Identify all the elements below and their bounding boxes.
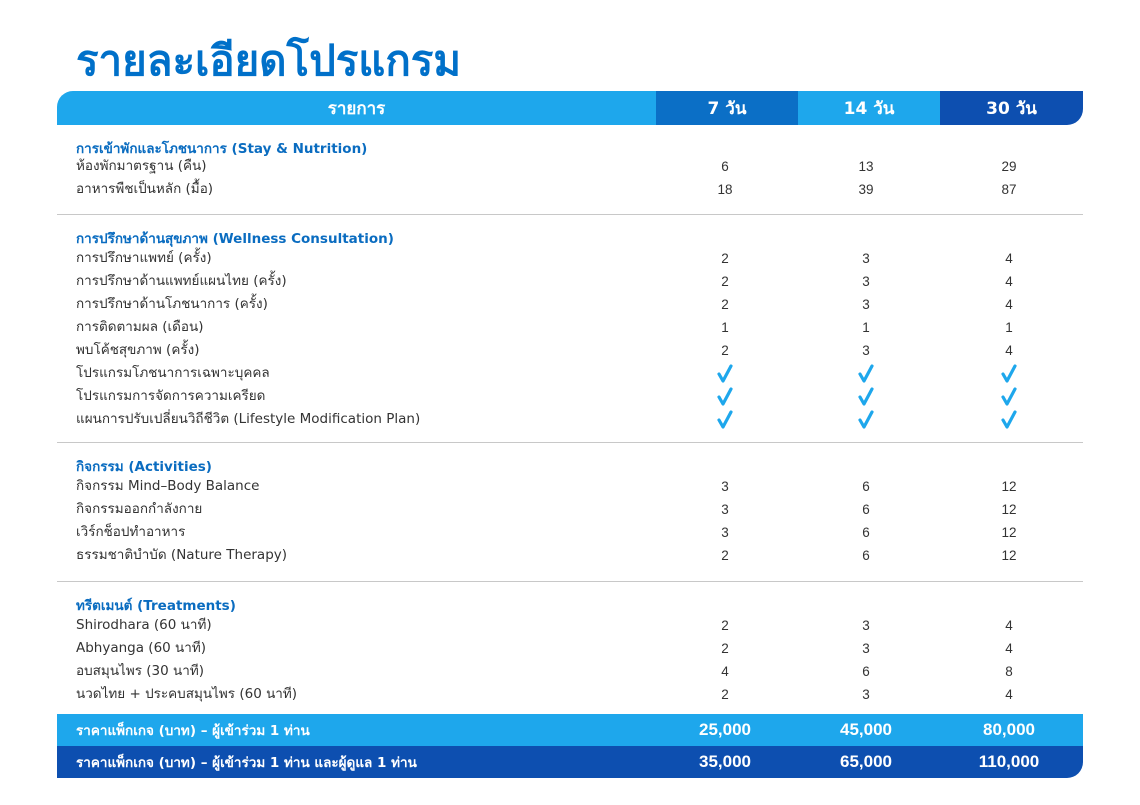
value-7-days: 3 [721,502,729,517]
value-30-days: 1 [1005,320,1013,335]
value-7-days: 2 [721,297,729,312]
table-row [57,316,1083,339]
section-title: การปรึกษาด้านสุขภาพ (Wellness Consultation) [76,231,394,247]
value-30-days: 12 [1001,479,1017,494]
table-row [57,293,1083,316]
check-icon [836,385,896,408]
section-activities [57,443,1083,582]
value-30-days: 87 [1001,182,1017,197]
value-14-days: 6 [862,664,870,679]
row-label: อบสมุนไพร (30 นาที) [76,663,204,679]
table-row [57,637,1083,660]
value-14-days: 3 [862,618,870,633]
table-row [57,475,1083,498]
header-item-label: รายการ [57,91,656,125]
check-icon [979,385,1039,408]
price-label: ราคาแพ็กเกจ (บาท) – ผู้เข้าร่วม 1 ท่าน [76,723,310,739]
row-label: กิจกรรม Mind–Body Balance [76,478,260,494]
section-title: การเข้าพักและโภชนาการ (Stay & Nutrition) [76,141,368,157]
value-7-days: 2 [721,274,729,289]
header-14-days: 14 วัน [798,91,940,125]
table-row [57,614,1083,637]
price-7-days: 25,000 [699,720,751,739]
value-30-days: 29 [1001,159,1017,174]
value-7-days: 2 [721,251,729,266]
price-7-days: 35,000 [699,752,751,771]
row-label: แผนการปรับเปลี่ยนวิถีชีวิต (Lifestyle Modification Plan) [76,411,421,427]
row-label: กิจกรรมออกกำลังกาย [76,501,203,517]
table-row [57,498,1083,521]
row-label: เวิร์กช็อปทำอาหาร [76,524,186,540]
check-icon [695,362,755,385]
value-30-days: 4 [1005,274,1013,289]
value-14-days: 6 [862,548,870,563]
table-row [57,544,1083,567]
price-30-days: 80,000 [983,720,1035,739]
price-30-days: 110,000 [978,752,1040,771]
value-30-days: 12 [1001,502,1017,517]
value-30-days: 4 [1005,641,1013,656]
section-wellness-consultation [57,215,1083,443]
value-14-days: 3 [862,641,870,656]
value-14-days: 6 [862,525,870,540]
value-14-days: 3 [862,274,870,289]
value-30-days: 8 [1005,664,1013,679]
value-30-days: 4 [1005,297,1013,312]
table-row [57,270,1083,293]
row-label: นวดไทย + ประคบสมุนไพร (60 นาที) [76,686,298,702]
check-icon [836,362,896,385]
table-row [57,247,1083,270]
row-label: โปรแกรมโภชนาการเฉพาะบุคคล [76,365,270,381]
table-row [57,408,1083,431]
table-row [57,683,1083,706]
value-7-days: 2 [721,343,729,358]
table-row [57,178,1083,201]
row-label: พบโค้ชสุขภาพ (ครั้ง) [76,342,200,358]
value-14-days: 3 [862,297,870,312]
value-14-days: 6 [862,479,870,494]
value-14-days: 3 [862,687,870,702]
value-14-days: 6 [862,502,870,517]
value-7-days: 2 [721,548,729,563]
table-header [57,91,1083,125]
value-7-days: 4 [721,664,729,679]
value-7-days: 2 [721,641,729,656]
value-14-days: 3 [862,343,870,358]
page-title: รายละเอียดโปรแกรม [76,36,462,85]
value-14-days: 13 [858,159,874,174]
check-icon [979,408,1039,431]
row-label: การติดตามผล (เดือน) [76,319,204,335]
value-7-days: 6 [721,159,729,174]
price-row-single [57,714,1083,746]
row-label: การปรึกษาด้านแพทย์แผนไทย (ครั้ง) [76,273,287,289]
table-row [57,521,1083,544]
value-7-days: 2 [721,687,729,702]
value-30-days: 4 [1005,251,1013,266]
header-30-days: 30 วัน [940,91,1083,125]
section-title: กิจกรรม (Activities) [76,459,212,475]
value-14-days: 39 [858,182,874,197]
value-30-days: 12 [1001,548,1017,563]
section-title: ทรีตเมนต์ (Treatments) [76,598,236,614]
value-30-days: 4 [1005,687,1013,702]
value-7-days: 2 [721,618,729,633]
header-7-days: 7 วัน [656,91,798,125]
check-icon [695,408,755,431]
row-label: โปรแกรมการจัดการความเครียด [76,388,266,404]
value-14-days: 3 [862,251,870,266]
section-stay-nutrition [57,125,1083,215]
check-icon [695,385,755,408]
value-7-days: 3 [721,525,729,540]
value-30-days: 4 [1005,618,1013,633]
row-label: Shirodhara (60 นาที) [76,617,212,633]
value-14-days: 1 [862,320,870,335]
table-row [57,385,1083,408]
row-label: ห้องพักมาตรฐาน (คืน) [76,158,207,174]
value-7-days: 18 [717,182,733,197]
price-14-days: 45,000 [840,720,892,739]
table-row [57,339,1083,362]
row-label: อาหารพืชเป็นหลัก (มื้อ) [76,181,214,197]
row-label: Abhyanga (60 นาที) [76,640,207,656]
check-icon [979,362,1039,385]
row-label: การปรึกษาด้านโภชนาการ (ครั้ง) [76,296,268,312]
table-row [57,660,1083,683]
check-icon [836,408,896,431]
table-row [57,362,1083,385]
value-7-days: 1 [721,320,729,335]
row-label: การปรึกษาแพทย์ (ครั้ง) [76,250,212,266]
table-row [57,155,1083,178]
price-14-days: 65,000 [840,752,892,771]
value-7-days: 3 [721,479,729,494]
price-label: ราคาแพ็กเกจ (บาท) – ผู้เข้าร่วม 1 ท่าน และผู้ดูแล 1 ท่าน [76,755,417,771]
price-row-with-caregiver [57,746,1083,778]
value-30-days: 12 [1001,525,1017,540]
section-treatments [57,582,1083,714]
row-label: ธรรมชาติบำบัด (Nature Therapy) [76,547,288,563]
value-30-days: 4 [1005,343,1013,358]
